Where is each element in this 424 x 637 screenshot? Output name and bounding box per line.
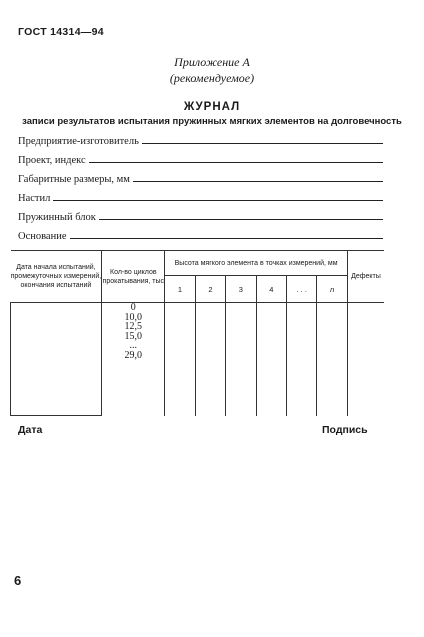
point-header: . . .	[287, 276, 317, 303]
journal-title: ЖУРНАЛ	[183, 101, 241, 113]
field-label: Пружинный блок	[18, 212, 96, 223]
field-label: Настил	[18, 193, 51, 204]
cycle-value: 29,0	[124, 349, 143, 361]
field-dimensions	[18, 171, 383, 185]
point-header: 4	[256, 276, 286, 303]
cycle-value: 10,0	[124, 311, 143, 323]
fill-line	[99, 219, 383, 220]
cycle-value: ...	[129, 340, 138, 351]
height-cell	[287, 303, 317, 416]
field-manufacturer	[18, 133, 383, 147]
header-height: Высота мягкого элемента в точках измерений, мм	[165, 251, 348, 276]
journal-subtitle: записи результатов испытания пружинных мягких элементов на долговечность	[22, 116, 402, 127]
fill-line	[142, 143, 383, 144]
field-flooring	[18, 190, 383, 204]
field-base	[18, 228, 383, 242]
field-label: Предприятие-изготовитель	[18, 136, 139, 147]
header-cycles: Кол-во циклов прокатывания, тыс	[102, 251, 165, 303]
point-header: n	[317, 276, 347, 303]
defects-cell	[347, 303, 384, 416]
fill-line	[70, 238, 384, 239]
point-header: 2	[195, 276, 225, 303]
journal-table	[10, 250, 384, 416]
header-date: Дата начала испытаний, промежуточных измерений, окончания испытаний	[11, 251, 102, 303]
fill-line	[133, 181, 383, 182]
height-cell	[195, 303, 225, 416]
date-cell	[11, 303, 102, 416]
page-number: 6	[14, 573, 22, 588]
point-header: 1	[165, 276, 195, 303]
field-spring-block	[18, 209, 383, 223]
field-label: Основание	[18, 231, 67, 242]
cycles-cell	[102, 303, 165, 416]
header-defects: Дефекты	[347, 251, 384, 303]
signature-label: Подпись	[322, 424, 368, 436]
document-header: ГОСТ 14314—94	[18, 26, 104, 38]
fill-line	[53, 200, 383, 201]
field-label: Проект, индекс	[18, 155, 86, 166]
field-label: Габаритные размеры, мм	[18, 174, 130, 185]
cycle-value: 15,0	[124, 330, 143, 342]
appendix-note: (рекомендуемое)	[169, 71, 255, 85]
height-cell	[226, 303, 256, 416]
field-project	[18, 152, 383, 166]
height-cell	[317, 303, 347, 416]
appendix-title: Приложение А	[174, 55, 250, 69]
cycle-value: 0	[130, 302, 136, 313]
fill-line	[89, 162, 383, 163]
cycle-value: 12,5	[124, 321, 143, 332]
height-cell	[256, 303, 286, 416]
date-label: Дата	[18, 424, 43, 436]
height-cell	[165, 303, 195, 416]
point-header: 3	[226, 276, 256, 303]
